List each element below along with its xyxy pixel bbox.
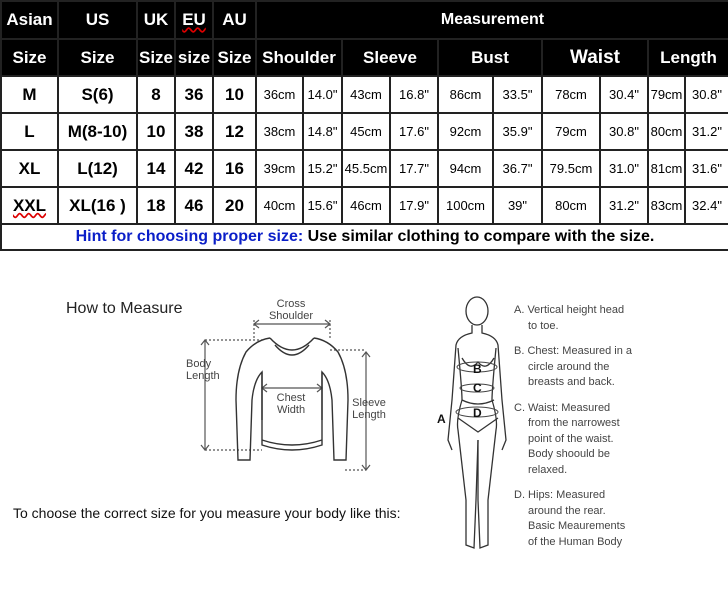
cell-length-cm: 81cm <box>648 150 685 187</box>
cell-bust-in: 33.5" <box>493 76 542 113</box>
cell-us: M(8-10) <box>58 113 137 150</box>
note-b: B. Chest: Measured in a circle around the breasts and back. <box>514 345 633 388</box>
cell-shoulder-cm: 39cm <box>256 150 303 187</box>
cell-bust-cm: 100cm <box>438 187 493 224</box>
how-to-measure-title: How to Measure <box>66 300 183 317</box>
cell-waist-in: 30.4" <box>600 76 648 113</box>
cell-eu: 38 <box>175 113 213 150</box>
cell-shoulder-in: 14.8" <box>303 113 342 150</box>
cell-au: 12 <box>213 113 256 150</box>
header-length: Length <box>648 39 728 76</box>
cell-shoulder-cm: 40cm <box>256 187 303 224</box>
header-sleeve: Sleeve <box>342 39 438 76</box>
cell-bust-cm: 92cm <box>438 113 493 150</box>
cell-shoulder-cm: 38cm <box>256 113 303 150</box>
cell-bust-in: 35.9" <box>493 113 542 150</box>
cell-asian: M <box>1 76 58 113</box>
header-asian: Asian <box>1 1 58 39</box>
cell-eu: 36 <box>175 76 213 113</box>
cell-sleeve-cm: 43cm <box>342 76 390 113</box>
cross-shoulder-label: Cross Shoulder <box>268 298 314 322</box>
header-us: US <box>58 1 137 39</box>
cell-au: 20 <box>213 187 256 224</box>
label-c: C <box>473 381 482 395</box>
measurement-notes <box>514 303 726 550</box>
cell-uk: 14 <box>137 150 175 187</box>
cell-sleeve-in: 17.6" <box>390 113 438 150</box>
cell-au: 16 <box>213 150 256 187</box>
cell-waist-in: 31.0" <box>600 150 648 187</box>
cell-sleeve-in: 16.8" <box>390 76 438 113</box>
header-bust: Bust <box>438 39 542 76</box>
header-shoulder: Shoulder <box>256 39 342 76</box>
label-a: A <box>437 412 446 426</box>
note-c: C. Waist: Measured from the narrowest point of the waist. Body shoould be relaxed. <box>514 401 620 476</box>
header-us-size: Size <box>58 39 137 76</box>
cell-length-in: 31.6" <box>685 150 728 187</box>
cell-uk: 8 <box>137 76 175 113</box>
cell-waist-cm: 80cm <box>542 187 600 224</box>
note-d: D. Hips: Measured around the rear. Basic Meaurements of the Human Body <box>514 489 626 548</box>
chest-width-label: Chest Width <box>276 392 306 416</box>
cell-length-cm: 80cm <box>648 113 685 150</box>
header-eu: EU <box>175 1 213 39</box>
choose-size-instruction: To choose the correct size for you measure your body like this: <box>13 505 401 521</box>
cell-bust-cm: 86cm <box>438 76 493 113</box>
header-eu-size: size <box>175 39 213 76</box>
label-d: D <box>473 406 482 420</box>
cell-shoulder-cm: 36cm <box>256 76 303 113</box>
header-au: AU <box>213 1 256 39</box>
label-b: B <box>473 362 482 376</box>
cell-us: XL(16 ) <box>58 187 137 224</box>
cell-length-cm: 79cm <box>648 76 685 113</box>
cell-waist-cm: 79cm <box>542 113 600 150</box>
cell-length-in: 30.8" <box>685 76 728 113</box>
header-uk-size: Size <box>137 39 175 76</box>
note-a: A. Vertical height head to toe. <box>514 304 625 332</box>
cell-bust-cm: 94cm <box>438 150 493 187</box>
hint-label: Hint for choosing proper size: <box>75 228 304 245</box>
cell-sleeve-cm: 46cm <box>342 187 390 224</box>
cell-sleeve-cm: 45.5cm <box>342 150 390 187</box>
header-asian-size: Size <box>1 39 58 76</box>
cell-us: S(6) <box>58 76 137 113</box>
cell-sleeve-in: 17.9" <box>390 187 438 224</box>
hint-text: Use similar clothing to compare with the size. <box>307 228 655 245</box>
cell-waist-cm: 79.5cm <box>542 150 600 187</box>
cell-shoulder-in: 15.2" <box>303 150 342 187</box>
cell-asian: L <box>1 113 58 150</box>
header-measurement: Measurement <box>256 1 728 39</box>
cell-waist-in: 30.8" <box>600 113 648 150</box>
cell-length-in: 32.4" <box>685 187 728 224</box>
header-uk: UK <box>137 1 175 39</box>
cell-uk: 18 <box>137 187 175 224</box>
cell-length-in: 31.2" <box>685 113 728 150</box>
header-waist: Waist <box>542 39 648 76</box>
cell-shoulder-in: 15.6" <box>303 187 342 224</box>
cell-us: L(12) <box>58 150 137 187</box>
cell-sleeve-cm: 45cm <box>342 113 390 150</box>
cell-waist-cm: 78cm <box>542 76 600 113</box>
cell-eu: 46 <box>175 187 213 224</box>
cell-bust-in: 36.7" <box>493 150 542 187</box>
sleeve-length-label: Sleeve Length <box>352 397 386 421</box>
header-au-size: Size <box>213 39 256 76</box>
body-length-label: Body Length <box>186 358 220 382</box>
cell-uk: 10 <box>137 113 175 150</box>
cell-asian: XXL <box>1 187 58 224</box>
cell-asian: XL <box>1 150 58 187</box>
cell-waist-in: 31.2" <box>600 187 648 224</box>
cell-eu: 42 <box>175 150 213 187</box>
cell-shoulder-in: 14.0" <box>303 76 342 113</box>
cell-bust-in: 39" <box>493 187 542 224</box>
cell-au: 10 <box>213 76 256 113</box>
cell-sleeve-in: 17.7" <box>390 150 438 187</box>
cell-length-cm: 83cm <box>648 187 685 224</box>
